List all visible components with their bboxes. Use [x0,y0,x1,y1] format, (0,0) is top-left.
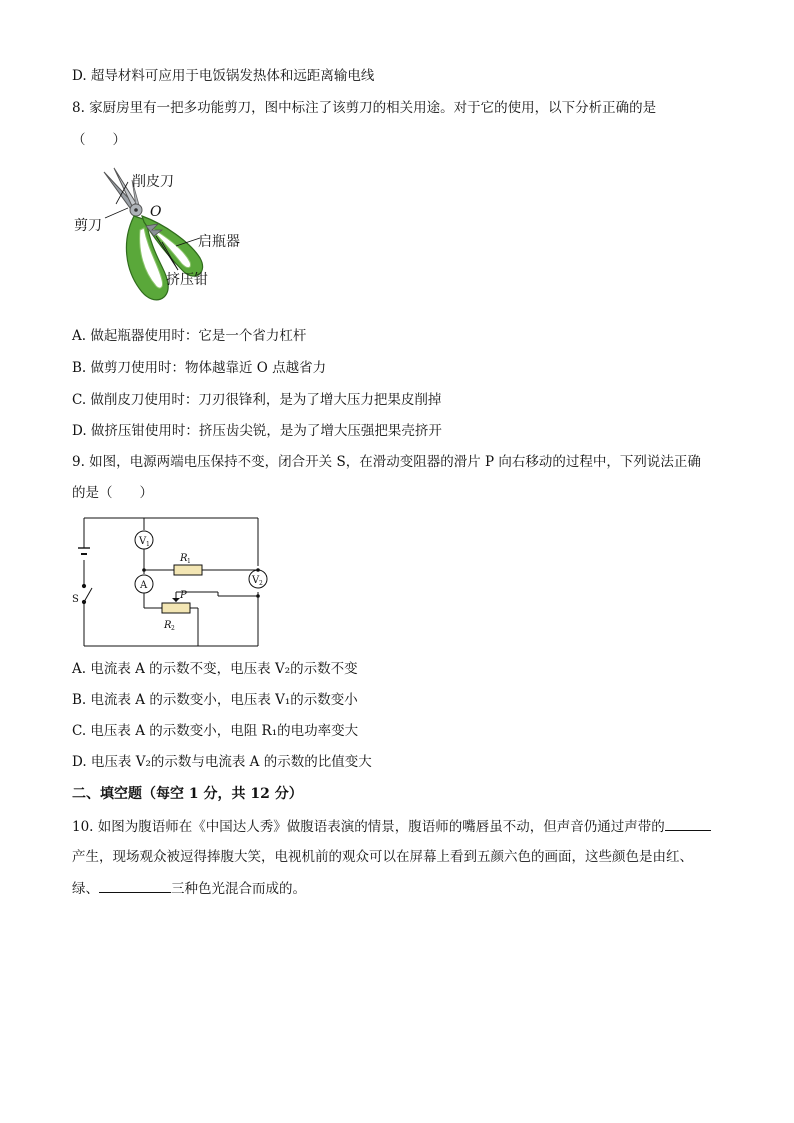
v2-label: V [252,575,260,586]
switch-label: S [72,594,79,605]
ammeter-label: A [140,580,148,591]
label-pivot-o: O [150,204,162,220]
q9-option-c: C. 电压表 A 的示数变小，电阻 R₁的电功率变大 [72,723,359,739]
label-bottle-opener: 启瓶器 [198,234,240,250]
slider-p-label: P [180,590,187,601]
q8-option-a: A. 做起瓶器使用时：它是一个省力杠杆 [72,328,307,344]
r1-label: R [180,553,188,564]
q9-stem: 9. 如图，电源两端电压保持不变，闭合开关 S，在滑动变阻器的滑片 P 向右移动的过程中，下列说法正确 [72,454,701,470]
label-pliers: 挤压钳 [166,272,208,288]
blank-2[interactable] [99,878,171,893]
svg-text:1: 1 [187,558,191,565]
r2-label: R [164,620,172,631]
q8-answer-bracket: （ ） [72,132,126,148]
q7-option-d: D. 超导材料可应用于电饭锅发热体和远距离输电线 [72,68,375,84]
q8-stem: 8. 家厨房里有一把多功能剪刀，图中标注了该剪刀的相关用途。对于它的使用，以下分析正确的是 [72,100,657,116]
svg-text:2: 2 [171,625,175,632]
circuit-diagram [68,512,278,652]
q10-line3: 绿、 三种色光混合而成的。 [72,878,306,899]
q8-option-d: D. 做挤压钳使用时：挤压齿尖锐，是为了增大压强把果壳挤开 [72,423,442,439]
q9-option-b: B. 电流表 A 的示数变小，电压表 V₁的示数变小 [72,692,358,708]
scissors-figure [72,160,262,310]
label-scissors: 剪刀 [74,218,102,234]
svg-text:1: 1 [146,541,150,548]
section-fill-in-title: 二、填空题（每空 1 分，共 12 分） [72,786,303,802]
svg-text:2: 2 [259,580,263,587]
blank-1[interactable] [665,816,711,831]
q8-option-b: B. 做剪刀使用时：物体越靠近 O 点越省力 [72,360,327,376]
q10-line2: 产生，现场观众被逗得捧腹大笑，电视机前的观众可以在屏幕上看到五颜六色的画面，这些颜色是由红、 [72,849,693,865]
q9-option-d: D. 电压表 V₂的示数与电流表 A 的示数的比值变大 [72,754,372,770]
q9-option-a: A. 电流表 A 的示数不变，电压表 V₂的示数不变 [72,661,358,677]
q9-stem-cont: 的是（ ） [72,485,153,501]
label-peeler: 削皮刀 [132,174,174,190]
v1-label: V [139,536,147,547]
q10-line1: 10. 如图为腹语师在《中国达人秀》做腹语表演的情景，腹语师的嘴唇虽不动，但声音仍通过声带的 [72,816,711,837]
q8-option-c: C. 做削皮刀使用时：刀刃很锋利，是为了增大压力把果皮削掉 [72,392,442,408]
